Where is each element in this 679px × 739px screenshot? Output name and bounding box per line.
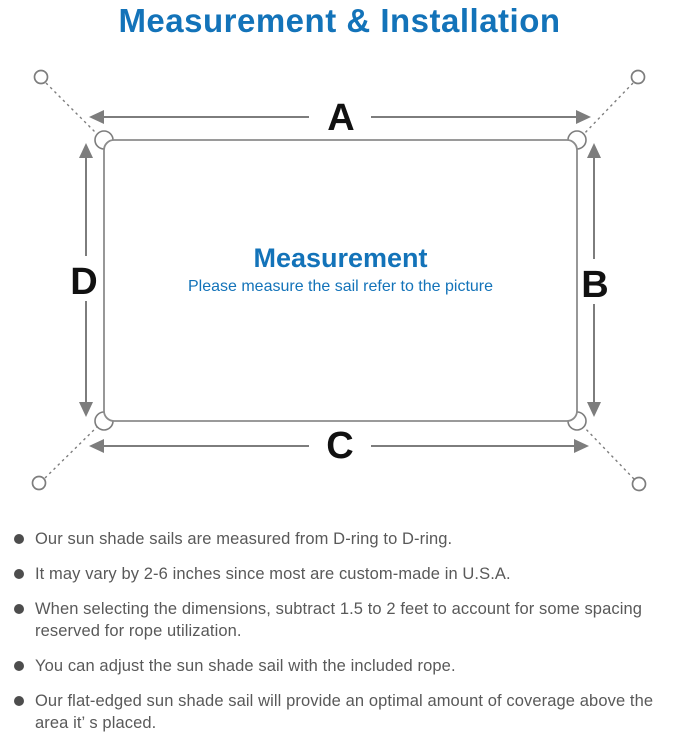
anchor-point-icon xyxy=(33,477,46,490)
note-text: It may vary by 2-6 inches since most are custom-made in U.S.A. xyxy=(35,565,511,583)
bullet-icon xyxy=(14,696,24,706)
list-item xyxy=(10,528,673,550)
arrow-left-head-icon xyxy=(89,439,104,453)
note-text: When selecting the dimensions, subtract 1.5 to 2 feet to account for some spacing reserved for rope utilization. xyxy=(35,600,643,640)
note-text: Our flat-edged sun shade sail will provide an optimal amount of coverage above the area it’ s placed. xyxy=(35,692,654,732)
arrow-up-head-icon xyxy=(79,143,93,158)
diagram-center-subtitle: Please measure the sail refer to the picture xyxy=(187,278,494,295)
label-a: A xyxy=(327,97,355,139)
arrow-right-head-icon xyxy=(576,110,591,124)
dashed-rope-line xyxy=(581,424,634,479)
page-title: Measurement & Installation xyxy=(118,2,561,39)
list-item xyxy=(10,563,673,585)
dashed-rope-line xyxy=(581,83,633,137)
notes-list xyxy=(10,528,673,739)
arrow-right-head-icon xyxy=(574,439,589,453)
list-item xyxy=(10,598,673,642)
label-d: D xyxy=(70,261,98,303)
anchor-point-icon xyxy=(35,71,48,84)
note-text: Our sun shade sails are measured from D-ring to D-ring. xyxy=(35,530,453,548)
list-item xyxy=(10,690,673,734)
bullet-icon xyxy=(14,569,24,579)
label-b: B xyxy=(581,264,609,306)
dashed-rope-line xyxy=(45,424,100,478)
list-item xyxy=(10,655,673,677)
arrow-down-head-icon xyxy=(587,402,601,417)
diagram-center-title: Measurement xyxy=(253,243,428,273)
note-text: You can adjust the sun shade sail with the included rope. xyxy=(35,657,456,675)
arrow-left-head-icon xyxy=(89,110,104,124)
anchor-point-icon xyxy=(632,71,645,84)
dashed-rope-line xyxy=(46,83,100,137)
arrow-down-head-icon xyxy=(79,402,93,417)
bullet-icon xyxy=(14,534,24,544)
arrow-up-head-icon xyxy=(587,143,601,158)
bullet-icon xyxy=(14,661,24,671)
bullet-icon xyxy=(14,604,24,614)
anchor-point-icon xyxy=(633,478,646,491)
label-c: C xyxy=(326,425,354,467)
